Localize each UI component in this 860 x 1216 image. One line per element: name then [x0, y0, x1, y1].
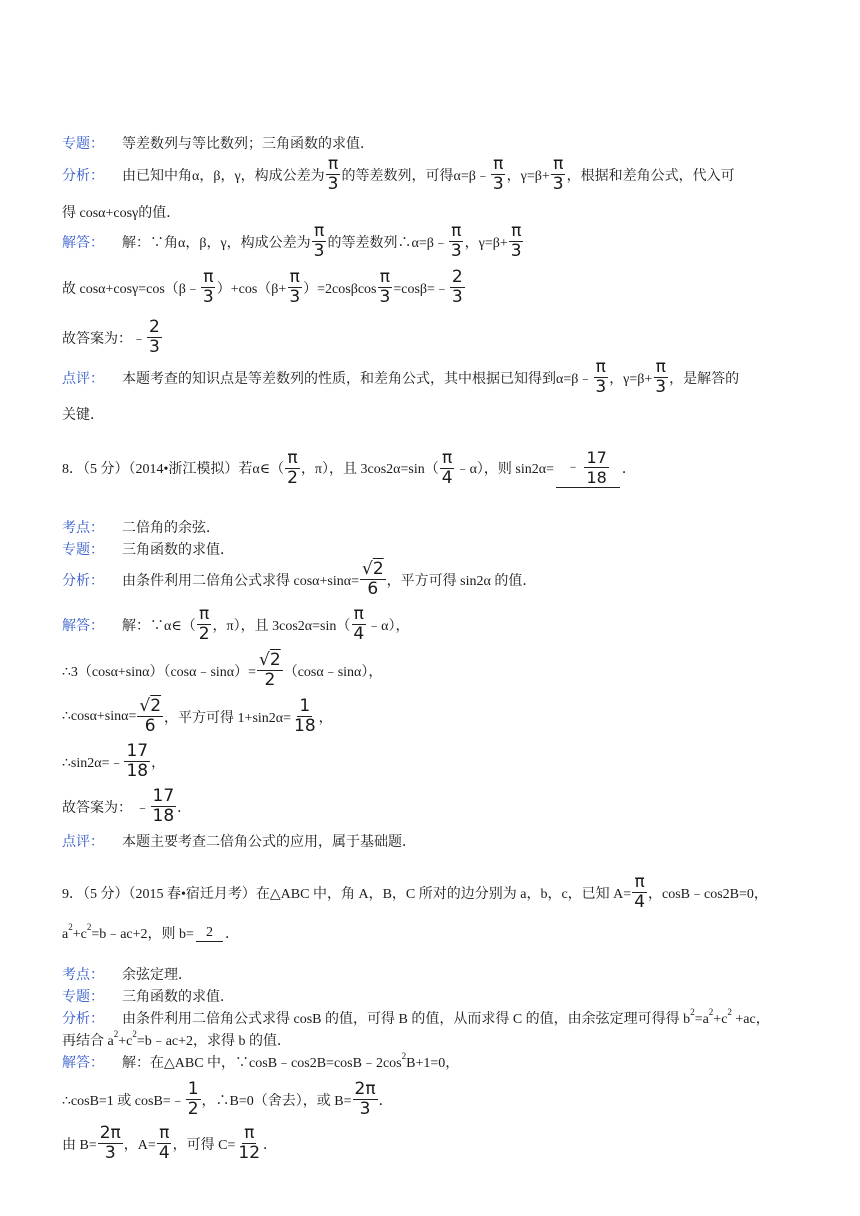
q7-solution-line1 [62, 222, 525, 261]
fraction-pi-4: $\frac{\pi}{4}$ [634, 872, 646, 912]
q7-analysis-line1 [62, 155, 735, 194]
q7-topic-text: 等差数列与等比数列；三角函数的求值． [122, 137, 374, 152]
q9-solution-text: ，可得 C= [172, 1137, 236, 1153]
q8-solution-line4 [62, 742, 165, 781]
fraction-17-18: $\frac{17}{18}$ [152, 786, 175, 826]
q8-stem-text: ，π），且 3cos2α=sin（ [300, 462, 439, 477]
q9-analysis-line1 [62, 1008, 770, 1028]
analysis-label: 分析： [62, 573, 104, 589]
comment-label: 点评： [62, 835, 104, 850]
fraction-sqrt2-6: $\frac{√2}{6}$ [139, 696, 162, 736]
fraction-pi-3: $\frac{\pi}{3}$ [492, 154, 504, 194]
q8-solution-text: ，π），且 3cos2α=sin（ [212, 618, 351, 634]
q8-stem-text: ﹣α），则 sin2α= [455, 462, 554, 477]
fraction-pi-2: $\frac{\pi}{2}$ [287, 447, 298, 488]
q7-comment-text: ，是解答的 [669, 371, 740, 387]
q9-solution-text: 由 B= [62, 1137, 97, 1153]
fraction-2-3: $\frac{2}{3}$ [451, 267, 463, 307]
q8-solution-text: ∴cosα+sinα= [62, 709, 137, 724]
q9-stem-line2 [62, 923, 239, 943]
q9-solution-text: 解：在△ABC 中，$\because\cos B﹣\cos 2B=\cos B﹣2\cos^2B+1=0$， [122, 1051, 460, 1071]
q8-stem-text: ． [621, 462, 636, 477]
fraction-1-2: $\frac{1}{2}$ [187, 1079, 199, 1119]
fraction-17-18: $\frac{17}{18}$ [586, 448, 607, 487]
q8-answer-blank [556, 448, 620, 488]
q8-analysis-line [62, 560, 536, 599]
fraction-1-18: $\frac{1}{18}$ [294, 696, 316, 736]
q7-solution-text: 的等差数列∴α=β﹣ [327, 235, 448, 251]
q9-solution-text: ∴cosB=1 或 cosB=﹣ [62, 1093, 185, 1109]
fraction-sqrt2-2: $\frac{√2}{2}$ [259, 650, 281, 690]
q7-solution-text: =cosβ=﹣ [393, 281, 449, 297]
q7-solution-text: ）+cos（β+ [216, 281, 287, 297]
q8-keypoint-text: 二倍角的余弦． [122, 521, 220, 536]
q7-analysis-line2 [62, 202, 180, 222]
fraction-pi-4: $\frac{\pi}{4}$ [441, 447, 453, 488]
fraction-pi-3: $\frac{\pi}{3}$ [595, 357, 607, 397]
q7-solution-text: 故 cosα+cosγ=cos（β﹣ [62, 281, 200, 297]
q8-stem-text: 8．（5 分）（2014•浙江模拟）若α∈（ [62, 462, 285, 477]
keypoint-label: 考点： [62, 968, 104, 983]
fraction-2-3: $\frac{2}{3}$ [149, 317, 160, 357]
minus-sign: ﹣ [565, 459, 580, 475]
comment-label: 点评： [62, 371, 104, 387]
q9-solution-text: ，∴B=0（舍去），或 B= [201, 1093, 352, 1109]
q7-comment-line1 [62, 358, 739, 397]
q8-topic-line [62, 539, 234, 559]
q7-solution-line2 [62, 268, 466, 307]
q9-solution-line3 [62, 1124, 277, 1163]
fraction-pi-4: $\frac{\pi}{4}$ [158, 1123, 170, 1163]
q9-stem-text: ，cosB﹣cos2B=0， [648, 886, 768, 902]
topic-label: 专题： [62, 543, 104, 558]
q8-solution-text: （cosα﹣sinα）， [283, 664, 383, 680]
q9-solution-text: ． [263, 1137, 278, 1153]
q8-solution-line1 [62, 605, 410, 644]
q7-analysis-text: ，γ=β+ [506, 168, 550, 184]
q8-stem-line [62, 448, 636, 488]
q8-solution-text: ∴sin2α=﹣ [62, 755, 124, 771]
q9-stem-text: $a^2+c^2=b﹣ac+2$，则 b= [62, 922, 194, 942]
q9-analysis-text: 由条件利用二倍角公式求得 cosB 的值，可得 B 的值，从而求得 C 的值，由余弦定理可得得 $b^2=a^2+c^2 +ac$， [122, 1007, 770, 1027]
q7-solution-text: ，γ=β+ [464, 235, 508, 251]
fraction-pi-3: $\frac{\pi}{3}$ [655, 357, 667, 397]
fraction-17-18: $\frac{17}{18}$ [126, 741, 149, 781]
fraction-pi-4: $\frac{\pi}{4}$ [353, 604, 365, 644]
fraction-2pi-3: $\frac{2\pi}{3}$ [99, 1123, 121, 1163]
q8-answer-line [62, 787, 191, 826]
q7-topic-line [62, 133, 374, 153]
q7-analysis-text: 的等差数列，可得α=β﹣ [341, 168, 490, 184]
fraction-2pi-3: $\frac{2\pi}{3}$ [354, 1079, 376, 1119]
analysis-label: 分析： [62, 168, 104, 184]
topic-label: 专题： [62, 137, 104, 152]
q9-solution-text: ． [378, 1093, 393, 1109]
q7-answer-line [62, 318, 163, 357]
fraction-pi-3: $\frac{\pi}{3}$ [202, 267, 214, 307]
analysis-label: 分析： [62, 1012, 104, 1027]
q9-solution-line2 [62, 1080, 393, 1119]
fraction-pi-3: $\frac{\pi}{3}$ [327, 154, 339, 194]
q8-analysis-text: 由条件利用二倍角公式求得 cosα+sinα= [122, 573, 359, 589]
q9-topic-line [62, 986, 234, 1006]
topic-label: 专题： [62, 990, 104, 1005]
q8-comment-line [62, 831, 416, 851]
q8-solution-text: ， [151, 755, 166, 771]
fraction-pi-3: $\frac{\pi}{3}$ [552, 154, 564, 194]
q8-solution-line3 [62, 697, 333, 736]
fraction-sqrt2-6: $\frac{√2}{6}$ [361, 559, 384, 599]
solution-label: 解答： [62, 618, 104, 634]
q9-stem-text: ． [224, 927, 239, 942]
q9-analysis-text: 再结合 $a^2+c^2=b﹣ac+2$，求得 b 的值． [62, 1029, 292, 1049]
q8-solution-line2 [62, 651, 382, 690]
q8-solution-text: ﹣α）， [367, 618, 410, 634]
fraction-pi-3: $\frac{\pi}{3}$ [313, 221, 325, 261]
q7-comment-text: ，γ=β+ [609, 371, 653, 387]
q7-answer-text: 故答案为：﹣ [62, 331, 146, 347]
q9-stem-text: 9．（5 分）（2015 春•宿迁月考）在△ABC 中，角 A，B，C 所对的边分别为 a，b，c，已知 A= [62, 886, 632, 902]
q7-analysis-text: 得 cosα+cosγ的值． [62, 206, 181, 221]
q8-answer-text: ． [177, 800, 192, 816]
q9-keypoint-line [62, 964, 192, 984]
q8-solution-text: 解：∵α∈（ [122, 618, 196, 634]
solution-label: 解答： [62, 1056, 104, 1071]
q9-solution-text: ，A= [123, 1137, 156, 1153]
q7-solution-text: 解：∵角α，β，γ，构成公差为 [122, 235, 311, 251]
q9-solution-line1 [62, 1052, 459, 1072]
solution-label: 解答： [62, 235, 104, 251]
q7-comment-line2 [62, 404, 104, 424]
q8-solution-text: ，平方可得 1+sin2α= [164, 710, 292, 726]
q9-keypoint-text: 余弦定理． [122, 968, 192, 983]
fraction-pi-2: $\frac{\pi}{2}$ [198, 604, 210, 644]
q7-comment-text: 本题考查的知识点是等差数列的性质，和差角公式，其中根据已知得到α=β﹣ [122, 371, 593, 387]
q8-keypoint-line [62, 517, 220, 537]
q9-topic-text: 三角函数的求值． [122, 990, 234, 1005]
fraction-pi-3: $\frac{\pi}{3}$ [450, 221, 462, 261]
q9-analysis-line2 [62, 1030, 291, 1050]
q9-stem-line1 [62, 873, 768, 912]
q8-comment-text: 本题主要考查二倍角公式的应用，属于基础题． [122, 835, 416, 850]
q8-topic-text: 三角函数的求值． [122, 543, 234, 558]
fraction-pi-3: $\frac{\pi}{3}$ [379, 267, 391, 307]
q7-analysis-text: 由已知中角α，β，γ，构成公差为 [122, 168, 325, 184]
fraction-pi-3: $\frac{\pi}{3}$ [289, 267, 301, 307]
q8-answer-text: 故答案为： ﹣ [62, 800, 150, 816]
fraction-pi-12: $\frac{\pi}{12}$ [238, 1123, 261, 1163]
fraction-pi-3: $\frac{\pi}{3}$ [510, 221, 522, 261]
q7-comment-text: 关键． [62, 408, 104, 423]
q7-analysis-text: ，根据和差角公式，代入可 [566, 168, 735, 184]
keypoint-label: 考点： [62, 521, 104, 536]
q8-analysis-text: ，平方可得 sin2α 的值． [386, 573, 537, 589]
q8-solution-text: ∴3（cosα+sinα）（cosα﹣sinα）= [62, 664, 257, 680]
q9-answer-blank: 2 [196, 925, 223, 942]
q7-solution-text: ）=2cosβcos [303, 281, 377, 297]
q8-solution-text: ， [318, 710, 333, 726]
